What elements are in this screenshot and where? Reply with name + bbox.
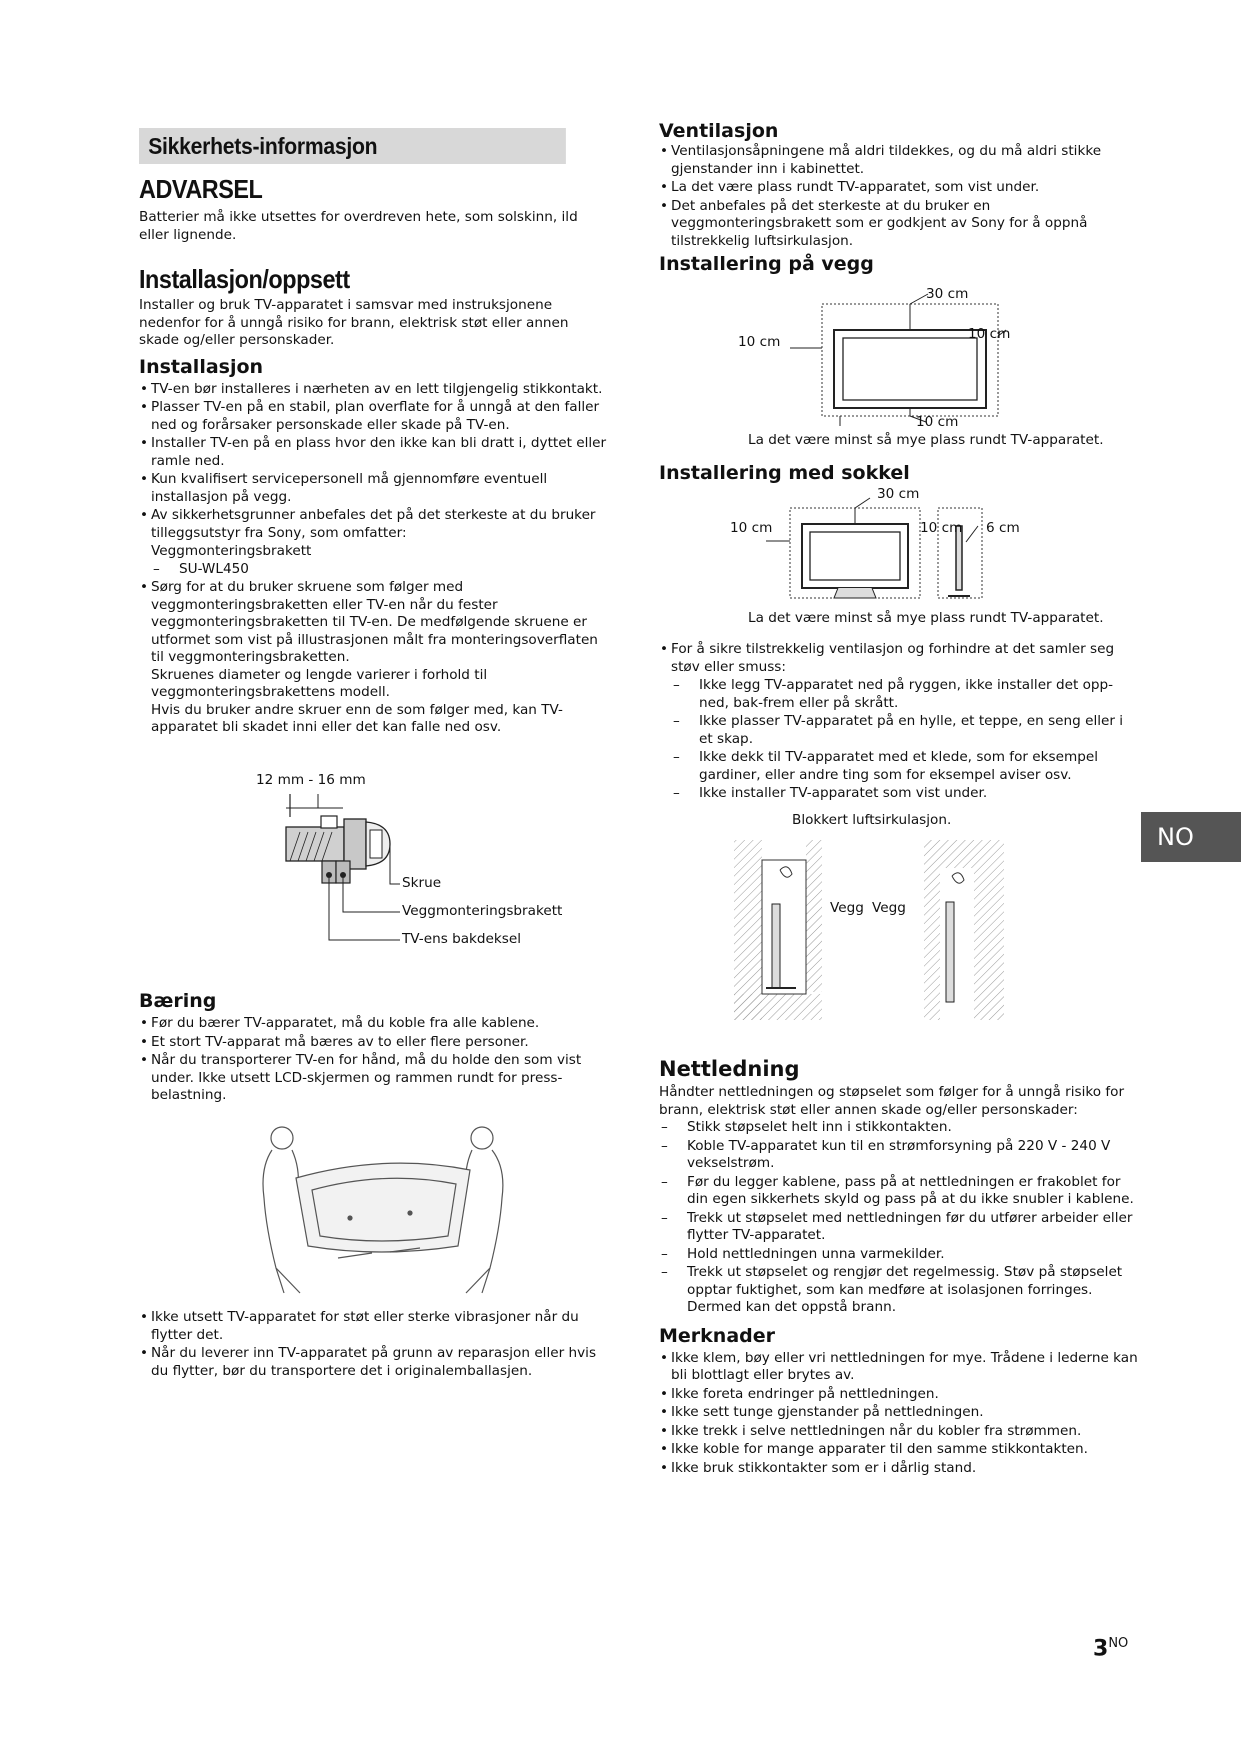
installasjon-list — [139, 381, 609, 543]
baering-after — [139, 1309, 609, 1381]
list-item: • TV-en bør installeres i nærheten av en lett tilgjengelig stikkontakt. — [139, 381, 609, 399]
merknader-list — [659, 1350, 1139, 1478]
list-item: – Før du legger kablene, pass på at nettledningen er frakoblet for din egen sikkerhets skyld og pass på at du ikke snubler i kablene. — [659, 1174, 1139, 1209]
baering-list — [139, 1015, 609, 1105]
ventilasjon-list — [659, 143, 1139, 250]
stand-side-label: 6 cm — [986, 520, 1020, 536]
page-number — [1093, 1636, 1128, 1661]
list-item: – Hold nettledningen unna varmekilder. — [659, 1246, 1139, 1264]
list-item: – Koble TV-apparatet kun til en strømforsyning på 220 V - 240 V vekselstrøm. — [659, 1138, 1139, 1173]
list-item: • Før du bærer TV-apparatet, må du koble fra alle kablene. — [139, 1015, 609, 1033]
list-item: • Ikke klem, bøy eller vri nettledningen for mye. Trådene i lederne kan bli blottlagt eller brytes av. — [659, 1350, 1139, 1385]
list-item: • Kun kvalifisert servicepersonell må gjennomføre eventuell installasjon på vegg. — [139, 471, 609, 506]
list-item: • Når du transporterer TV-en for hånd, må du holde den som vist under. Ikke utsett LCD-skjermen og rammen rundt for press-belastning. — [139, 1052, 609, 1105]
bracket-model-list — [151, 561, 609, 579]
list-item: • For å sikre tilstrekkelig ventilasjon og forhindre at det samler seg støv eller smuss: — [659, 641, 1139, 676]
ventilasjon-notes — [659, 641, 1139, 804]
ventilasjon-dash-list — [671, 677, 1139, 803]
page-number-value: 3 — [1093, 1636, 1109, 1662]
list-item: – Ikke plasser TV-apparatet på en hylle, et teppe, en seng eller i et skap. — [671, 713, 1139, 748]
list-item — [139, 579, 609, 737]
wall-diagram-svg — [730, 286, 1130, 426]
screw-list — [139, 579, 609, 737]
blocked-svg — [730, 812, 1010, 1032]
bracket-model: – SU-WL450 — [151, 561, 609, 579]
list-item: – Trekk ut støpselet og rengjør det regelmessig. Støv på støpselet opptar fuktighet, som kan medføre at isolasjonen forringes. Dermed kan det oppstå brann. — [659, 1264, 1139, 1317]
wall-caption: La det være minst så mye plass rundt TV-apparatet. — [748, 432, 1104, 448]
advarsel-text: Batterier må ikke utsettes for overdreven hete, som solskinn, ild eller lignende. — [139, 209, 578, 243]
ventilasjon-intro-list — [659, 641, 1139, 676]
language-tab: NO — [1141, 812, 1241, 862]
screw-text-1: Sørg for at du bruker skruene som følger med veggmonteringsbraketten eller TV-en når du fester veggmonteringsbraketten til TV-en. De medfølgende skruene er utformet som vist på illustrasjonen målt fra monteringsoverflaten til veggmonteringsbraketten. — [151, 579, 598, 665]
wall-label-1: Vegg — [830, 900, 864, 916]
blocked-airflow-diagram — [730, 812, 1010, 1042]
advarsel-title: ADVARSEL — [139, 174, 263, 204]
list-item: – Trekk ut støpselet med nettledningen før du utfører arbeider eller flytter TV-apparatet. — [659, 1210, 1139, 1245]
merknader-title: Merknader — [659, 1324, 776, 1347]
list-item: – Stikk støpselet helt inn i stikkontakten. — [659, 1119, 1139, 1137]
installasjon-oppsett-title: Installasjon/oppsett — [139, 264, 350, 294]
list-item: • Ikke foreta endringer på nettledningen. — [659, 1386, 1139, 1404]
list-item: – Ikke installer TV-apparatet som vist under. — [671, 785, 1139, 803]
left-column — [139, 170, 609, 738]
blocked-label: Blokkert luftsirkulasjon. — [792, 812, 952, 828]
bracket-label: Veggmonteringsbrakett — [151, 543, 312, 559]
carrying-illustration — [260, 1118, 510, 1298]
nettledning-section — [659, 1057, 1139, 1478]
wall-bottom-label: 10 cm — [916, 414, 959, 430]
list-item: • Installer TV-en på en plass hvor den ikke kan bli dratt i, dyttet eller ramle ned. — [139, 435, 609, 470]
stand-diagram-svg — [730, 486, 1130, 606]
wall-label-2: Vegg — [872, 900, 906, 916]
screw-text-2: Skruenes diameter og lengde varierer i forhold til veggmonteringsbrakettens modell. — [151, 666, 488, 700]
list-item: • Plasser TV-en på en stabil, plan overflate for å unngå at den faller ned og forårsaker personskade eller skade på TV-en. — [139, 399, 609, 434]
screw-label: Skrue — [402, 875, 442, 891]
stand-clearance-diagram — [730, 486, 1130, 631]
list-item: • Ventilasjonsåpningene må aldri tildekkes, og du må aldri stikke gjenstander inn i kabinettet. — [659, 143, 1139, 178]
list-item: • Ikke trekk i selve nettledningen når du kobler fra strømmen. — [659, 1423, 1139, 1441]
list-item: • Ikke utsett TV-apparatet for støt eller sterke vibrasjoner når du flytter det. — [139, 1309, 609, 1344]
backcover-label: TV-ens bakdeksel — [402, 931, 522, 947]
list-item: • Ikke koble for mange apparater til den samme stikkontakten. — [659, 1441, 1139, 1459]
wall-left-label: 10 cm — [738, 334, 781, 350]
list-item: • Ikke bruk stikkontakter som er i dårlig stand. — [659, 1460, 1139, 1478]
bracket-diagram-label: Veggmonteringsbrakett — [402, 903, 563, 919]
stand-caption: La det være minst så mye plass rundt TV-apparatet. — [748, 610, 1104, 626]
section-banner: Sikkerhets-informasjon — [139, 128, 566, 164]
list-item: • Ikke sett tunge gjenstander på nettledningen. — [659, 1404, 1139, 1422]
page-number-suffix: NO — [1108, 1636, 1129, 1651]
wall-clearance-diagram — [730, 286, 1130, 456]
stand-top-label: 30 cm — [877, 486, 920, 502]
baering-title: Bæring — [139, 990, 217, 1012]
list-item: • Av sikkerhetsgrunner anbefales det på det sterkeste at du bruker tilleggsutstyr fra Sony, som omfatter: — [139, 507, 609, 542]
screw-text-3: Hvis du bruker andre skruer enn de som følger med, kan TV-apparatet bli skadet inni eller det kan falle ned osv. — [151, 701, 563, 735]
list-item: • Det anbefales på det sterkeste at du bruker en veggmonteringsbrakett som er godkjent av Sony for å oppnå tilstrekkelig luftsirkulasjon. — [659, 198, 1139, 251]
stand-left-label: 10 cm — [730, 520, 773, 536]
list-item: – Ikke dekk til TV-apparatet med et klede, som for eksempel gardiner, eller andre ting som for eksempel aviser osv. — [671, 749, 1139, 784]
list-item: • Et stort TV-apparat må bæres av to eller flere personer. — [139, 1034, 609, 1052]
stand-right-label: 10 cm — [920, 520, 963, 536]
list-item: • Når du leverer inn TV-apparatet på grunn av reparasjon eller hvis du flytter, bør du transportere det i originalemballasjen. — [139, 1345, 609, 1380]
wall-top-label: 30 cm — [926, 286, 969, 302]
screw-dimension-label: 12 mm - 16 mm — [256, 772, 366, 788]
nettledning-list — [659, 1119, 1139, 1317]
screw-diagram — [250, 772, 610, 962]
baering-section — [139, 990, 609, 1106]
ventilasjon-title: Ventilasjon — [659, 120, 779, 142]
sokkel-title: Installering med sokkel — [659, 462, 910, 484]
nettledning-title: Nettledning — [659, 1057, 800, 1081]
wall-right-label: 10 cm — [968, 326, 1011, 342]
vegg-title: Installering på vegg — [659, 253, 874, 275]
installasjon-title: Installasjon — [139, 355, 264, 378]
list-item: • La det være plass rundt TV-apparatet, som vist under. — [659, 179, 1139, 197]
baering-list-2 — [139, 1309, 609, 1380]
installasjon-oppsett-text: Installer og bruk TV-apparatet i samsvar med instruksjonene nedenfor for å unngå risiko for brann, elektrisk støt eller annen skade og/eller personskader. — [139, 297, 569, 348]
ventilasjon-section — [659, 120, 1139, 275]
nettledning-intro: Håndter nettledningen og støpselet som følger for å unngå risiko for brann, elektrisk støt eller annen skade og/eller personskader: — [659, 1084, 1125, 1118]
list-item: – Ikke legg TV-apparatet ned på ryggen, ikke installer det opp-ned, bak-frem eller på skrått. — [671, 677, 1139, 712]
